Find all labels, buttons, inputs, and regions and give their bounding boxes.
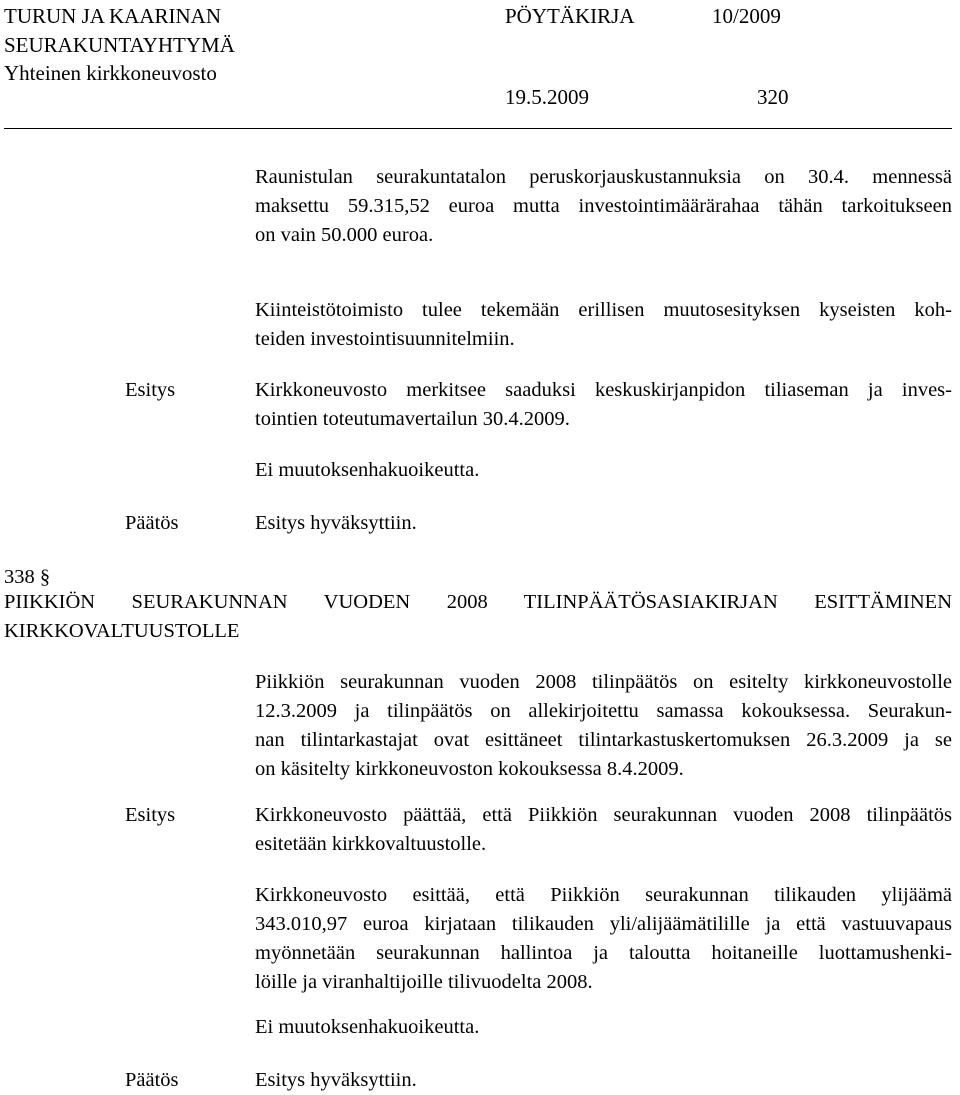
- text-line: myönnetään seurakunnan hallintoa ja taloutta hoitaneille luottamushenki-: [255, 942, 952, 964]
- meeting-date: 19.5.2009: [505, 85, 589, 109]
- text-line: Raunistulan seurakuntatalon peruskorjauskustannuksia on 30.4. mennessä: [255, 166, 952, 188]
- text-line: esitetään kirkkovaltuustolle.: [255, 833, 487, 855]
- text-line: Kirkkoneuvosto esittää, että Piikkiön seurakunnan tilikauden ylijäämä: [255, 884, 952, 906]
- paatos-text: Esitys hyväksyttiin.: [255, 512, 417, 534]
- esitys-text: [255, 376, 952, 434]
- document-type: PÖYTÄKIRJA: [505, 4, 635, 28]
- text-line: nan tilintarkastajat ovat esittäneet tilintarkastuskertomuksen 26.3.2009 ja se: [255, 729, 952, 751]
- text-line: Kiinteistötoimisto tulee tekemään erillisen muutosesityksen kyseisten koh-: [255, 299, 952, 321]
- no-appeal-note: Ei muutoksenhakuoikeutta.: [255, 1016, 480, 1038]
- esitys-text: [255, 801, 952, 859]
- text-line: tointien toteutumavertailun 30.4.2009.: [255, 408, 570, 430]
- org-name-line2: SEURAKUNTAYHTYMÄ: [4, 33, 235, 57]
- text-line: maksettu 59.315,52 euroa mutta investointimäärärahaa tähän tarkoitukseen: [255, 195, 952, 217]
- document-number: 10/2009: [712, 4, 781, 28]
- text-line: Piikkiön seurakunnan vuoden 2008 tilinpäätös on esitelty kirkkoneuvostolle: [255, 671, 952, 693]
- org-name-line1: TURUN JA KAARINAN: [4, 4, 222, 28]
- text-line: löille ja viranhaltijoille tilivuodelta 2008.: [255, 971, 593, 993]
- text-line: 343.010,97 euroa kirjataan tilikauden yli/alijäämätilille ja että vastuuvapaus: [255, 913, 952, 935]
- paatos-text: Esitys hyväksyttiin.: [255, 1069, 417, 1091]
- text-line: Kirkkoneuvosto merkitsee saaduksi keskuskirjanpidon tiliaseman ja inves-: [255, 379, 952, 401]
- section-number: 338 §: [4, 566, 51, 588]
- title-line: KIRKKOVALTUUSTOLLE: [4, 620, 240, 642]
- text-line: teiden investointisuunnitelmiin.: [255, 328, 515, 350]
- text-line: Kirkkoneuvosto päättää, että Piikkiön seurakunnan vuoden 2008 tilinpäätös: [255, 804, 952, 826]
- text-line: on käsitelty kirkkoneuvoston kokouksessa 8.4.2009.: [255, 758, 684, 780]
- esitys-text-continued: [255, 881, 952, 997]
- text-line: on vain 50.000 euroa.: [255, 224, 434, 246]
- no-appeal-note: Ei muutoksenhakuoikeutta.: [255, 459, 480, 481]
- paragraph-real-estate: [255, 296, 952, 354]
- paragraph-intro: [255, 668, 952, 784]
- section-title: [4, 588, 952, 646]
- esitys-label: Esitys: [125, 804, 176, 826]
- text-line: 12.3.2009 ja tilinpäätös on allekirjoitettu samassa kokouksessa. Seurakun-: [255, 700, 952, 722]
- org-body-name: Yhteinen kirkkoneuvosto: [4, 61, 217, 85]
- header-separator: [4, 128, 952, 129]
- page-number: 320: [757, 85, 789, 109]
- paatos-label: Päätös: [125, 1069, 179, 1091]
- paragraph-costs: [255, 163, 952, 250]
- esitys-label: Esitys: [125, 379, 176, 401]
- title-line: PIIKKIÖN SEURAKUNNAN VUODEN 2008 TILINPÄÄTÖSASIAKIRJAN ESITTÄMINEN: [4, 591, 952, 613]
- paatos-label: Päätös: [125, 512, 179, 534]
